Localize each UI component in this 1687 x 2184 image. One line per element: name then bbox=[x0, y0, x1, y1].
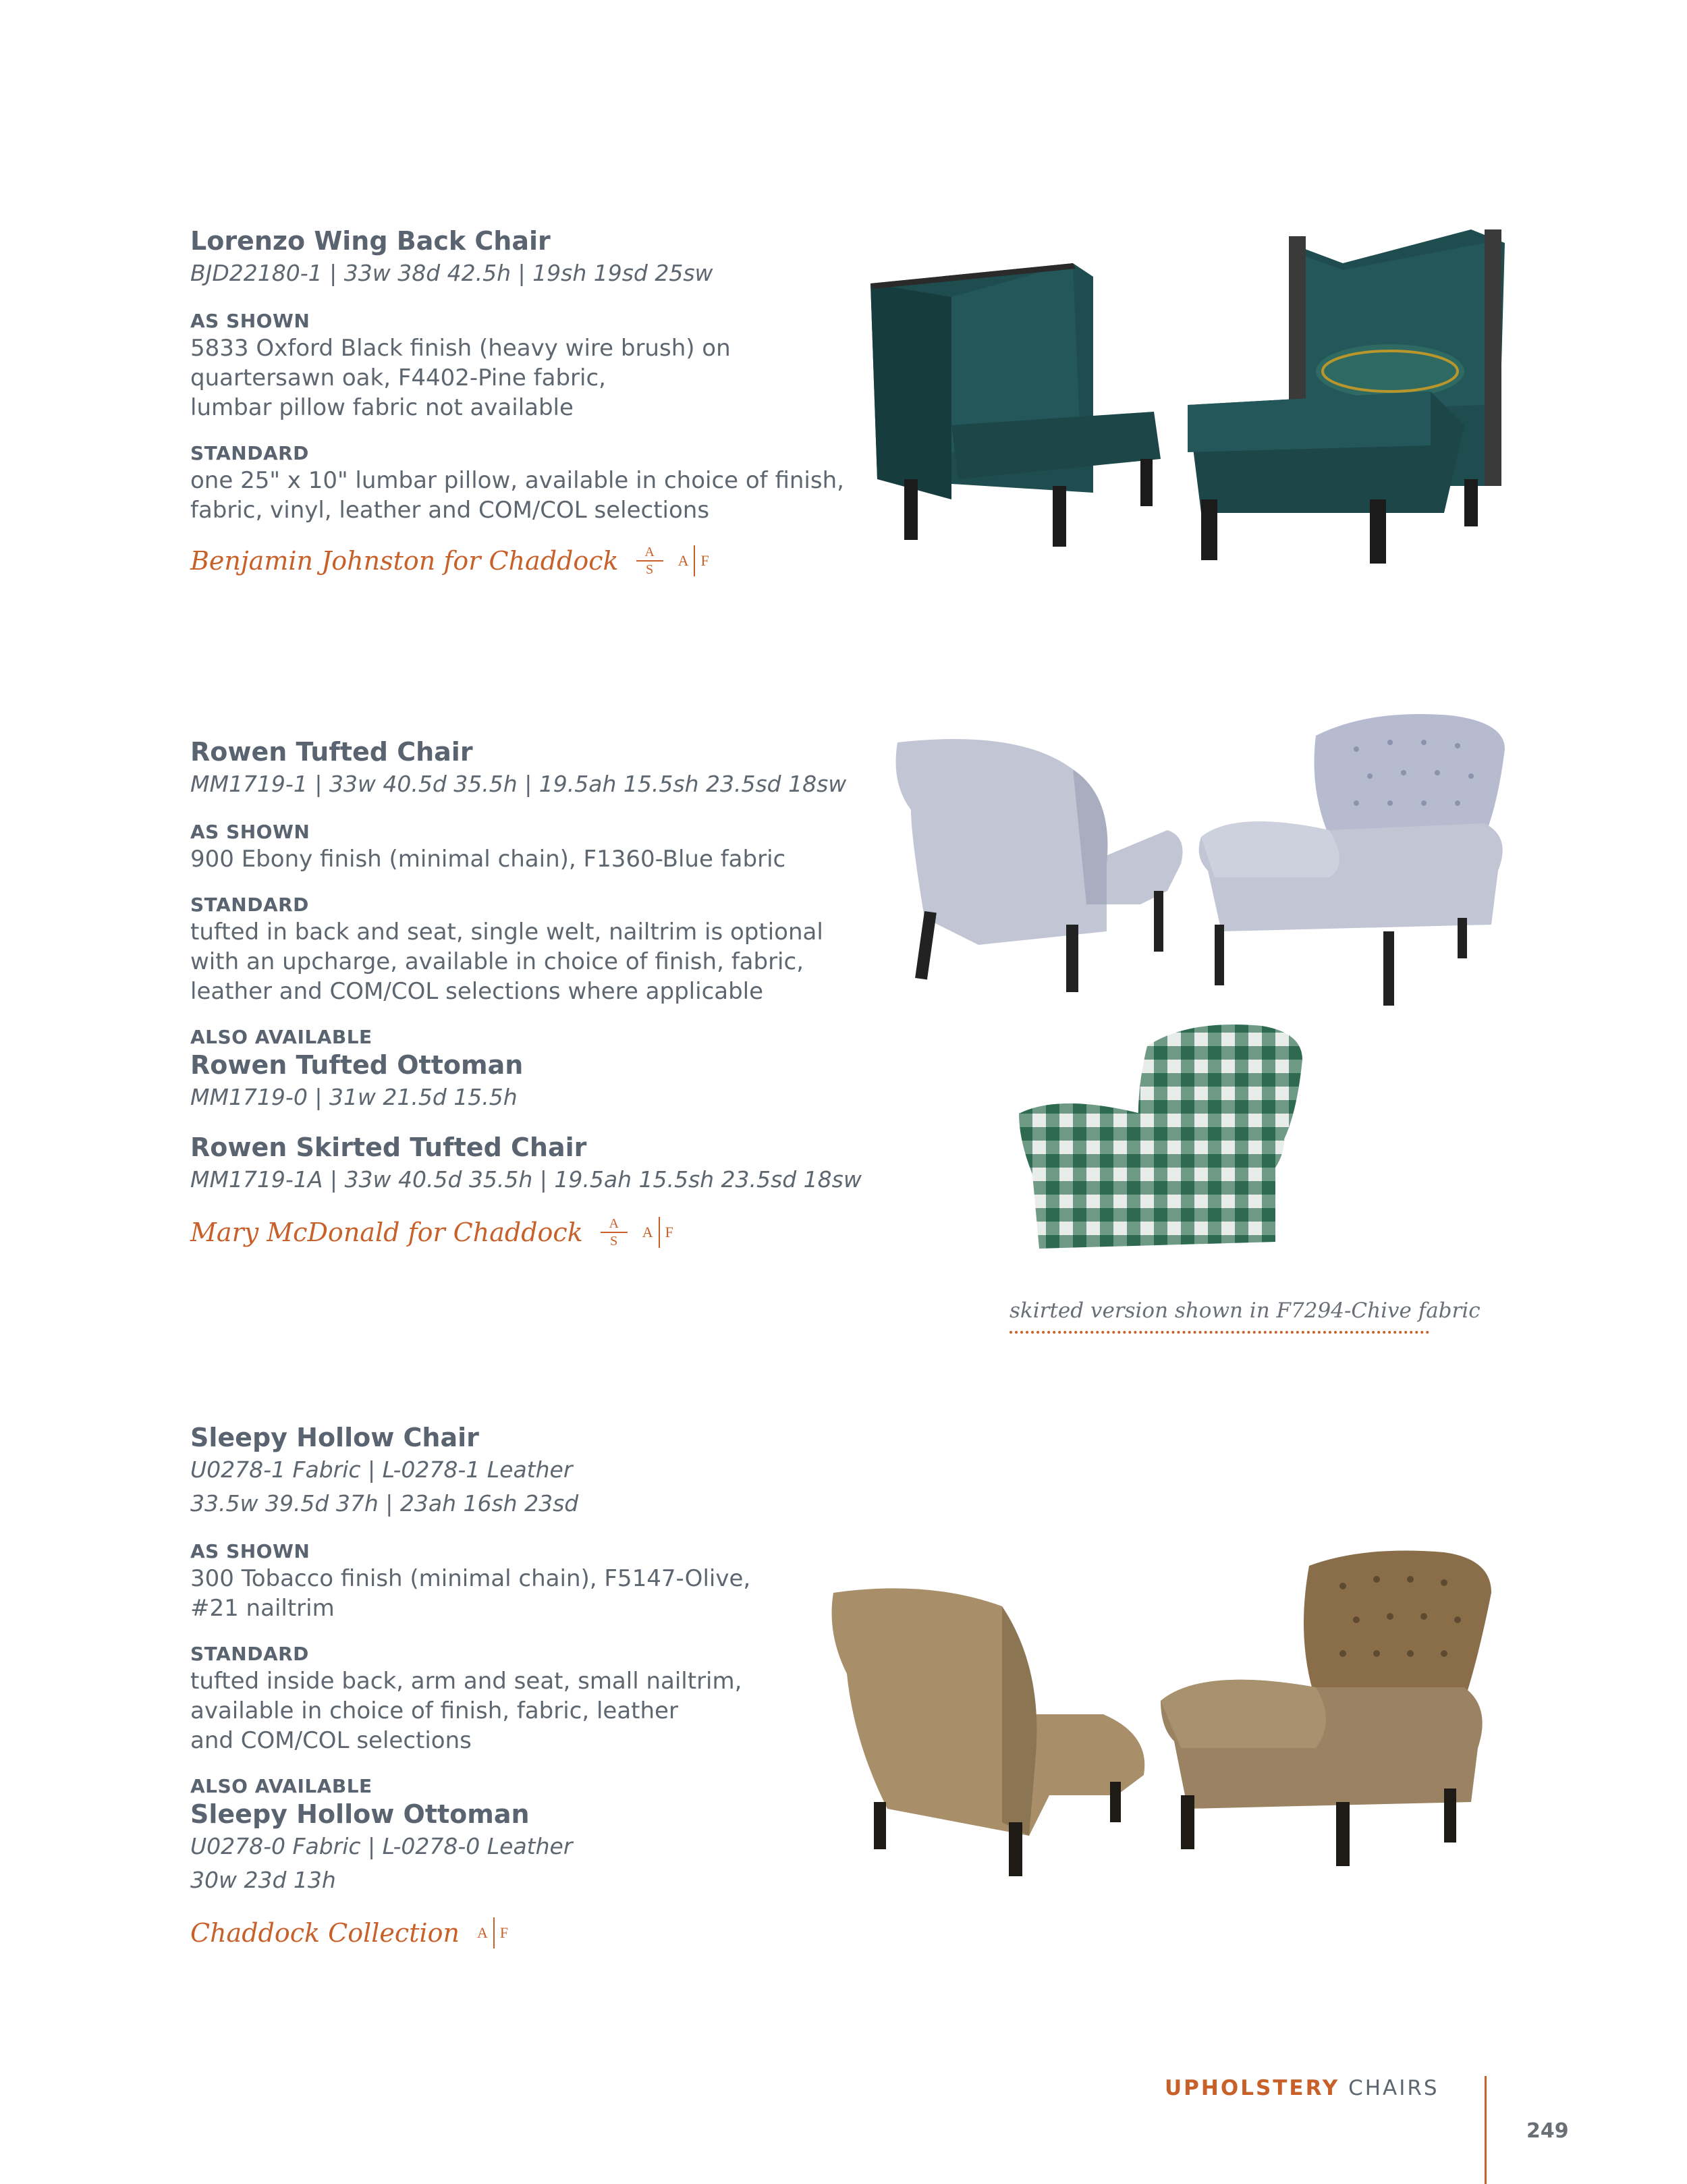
brand-name: Chaddock Collection bbox=[190, 1918, 460, 1948]
as-badge-icon: A S bbox=[636, 545, 663, 576]
lorenzo-chair-front-image bbox=[1188, 229, 1512, 567]
standard-label: STANDARD bbox=[190, 1643, 309, 1665]
as-badge-icon: A S bbox=[601, 1217, 628, 1248]
also-available-label: ALSO AVAILABLE bbox=[190, 1026, 372, 1048]
product-sleepy-hollow bbox=[190, 1422, 865, 1948]
product-code: BJD22180-1 | 33w 38d 42.5h | 19sh 19sd 25sw bbox=[190, 260, 713, 286]
standard-label: STANDARD bbox=[190, 442, 309, 464]
also-item-title: Sleepy Hollow Ottoman bbox=[190, 1799, 530, 1829]
brand-name: Benjamin Johnston for Chaddock bbox=[190, 546, 619, 576]
product-title: Sleepy Hollow Chair bbox=[190, 1423, 479, 1452]
also-available-label: ALSO AVAILABLE bbox=[190, 1775, 372, 1797]
as-shown-label: AS SHOWN bbox=[190, 821, 310, 843]
brand-line bbox=[190, 1917, 865, 1948]
rowen-chair-front-image bbox=[1194, 709, 1512, 1012]
rowen-skirted-chair-image bbox=[1019, 1019, 1302, 1255]
brand-name: Mary McDonald for Chaddock bbox=[190, 1218, 583, 1247]
sleepy-hollow-chair-back-image bbox=[827, 1579, 1157, 1876]
image-caption: skirted version shown in F7294-Chive fabric bbox=[1010, 1299, 1429, 1334]
also-item-title: Rowen Tufted Ottoman bbox=[190, 1050, 524, 1080]
standard-label: STANDARD bbox=[190, 894, 309, 916]
lorenzo-chair-back-image bbox=[870, 256, 1167, 553]
also-item-title: Rowen Skirted Tufted Chair bbox=[190, 1132, 587, 1162]
sleepy-hollow-chair-front-image bbox=[1161, 1546, 1498, 1869]
standard-text: tufted inside back, arm and seat, small nailtrim, available in choice of finish, fabric, leather and COM/COL selections bbox=[190, 1668, 742, 1754]
also-item-code: MM1719-0 | 31w 21.5d 15.5h bbox=[190, 1084, 518, 1110]
as-shown-text: 300 Tobacco finish (minimal chain), F5147-Olive, #21 nailtrim bbox=[190, 1565, 751, 1622]
product-code-line-1: U0278-1 Fabric | L-0278-1 Leather bbox=[190, 1456, 573, 1483]
product-title: Lorenzo Wing Back Chair bbox=[190, 226, 551, 256]
product-code: MM1719-1 | 33w 40.5d 35.5h | 19.5ah 15.5sh 23.5sd 18sw bbox=[190, 771, 847, 797]
as-shown-label: AS SHOWN bbox=[190, 1540, 310, 1562]
af-badge-icon: A F bbox=[678, 545, 709, 576]
product-rowen bbox=[190, 736, 865, 1248]
product-lorenzo bbox=[190, 225, 865, 576]
standard-text: tufted in back and seat, single welt, nailtrim is optional with an upcharge, available in choice of finish, fabric, leather and COM/COL selections where applicable bbox=[190, 919, 823, 1005]
footer-category: UPHOLSTERY CHAIRS bbox=[1165, 2076, 1439, 2100]
also-item-code-line-2: 30w 23d 13h bbox=[190, 1867, 336, 1893]
as-shown-label: AS SHOWN bbox=[190, 310, 310, 332]
as-shown-text: 5833 Oxford Black finish (heavy wire brush) on quartersawn oak, F4402-Pine fabric, lumbar pillow fabric not available bbox=[190, 335, 731, 421]
footer-divider bbox=[1485, 2076, 1487, 2184]
brand-line bbox=[190, 545, 865, 576]
af-badge-icon: A F bbox=[477, 1917, 508, 1948]
as-shown-text: 900 Ebony finish (minimal chain), F1360-Blue fabric bbox=[190, 846, 786, 873]
brand-line bbox=[190, 1217, 865, 1248]
af-badge-icon: A F bbox=[642, 1217, 673, 1248]
product-code-line-2: 33.5w 39.5d 37h | 23ah 16sh 23sd bbox=[190, 1490, 579, 1517]
product-title: Rowen Tufted Chair bbox=[190, 737, 473, 767]
also-item-code-line-1: U0278-0 Fabric | L-0278-0 Leather bbox=[190, 1833, 573, 1859]
page-number: 249 bbox=[1526, 2119, 1569, 2143]
also-item-code: MM1719-1A | 33w 40.5d 35.5h | 19.5ah 15.5sh 23.5sd 18sw bbox=[190, 1166, 862, 1193]
rowen-chair-back-image bbox=[884, 729, 1194, 999]
standard-text: one 25" x 10" lumbar pillow, available in choice of finish, fabric, vinyl, leather and COM/COL selections bbox=[190, 467, 844, 524]
